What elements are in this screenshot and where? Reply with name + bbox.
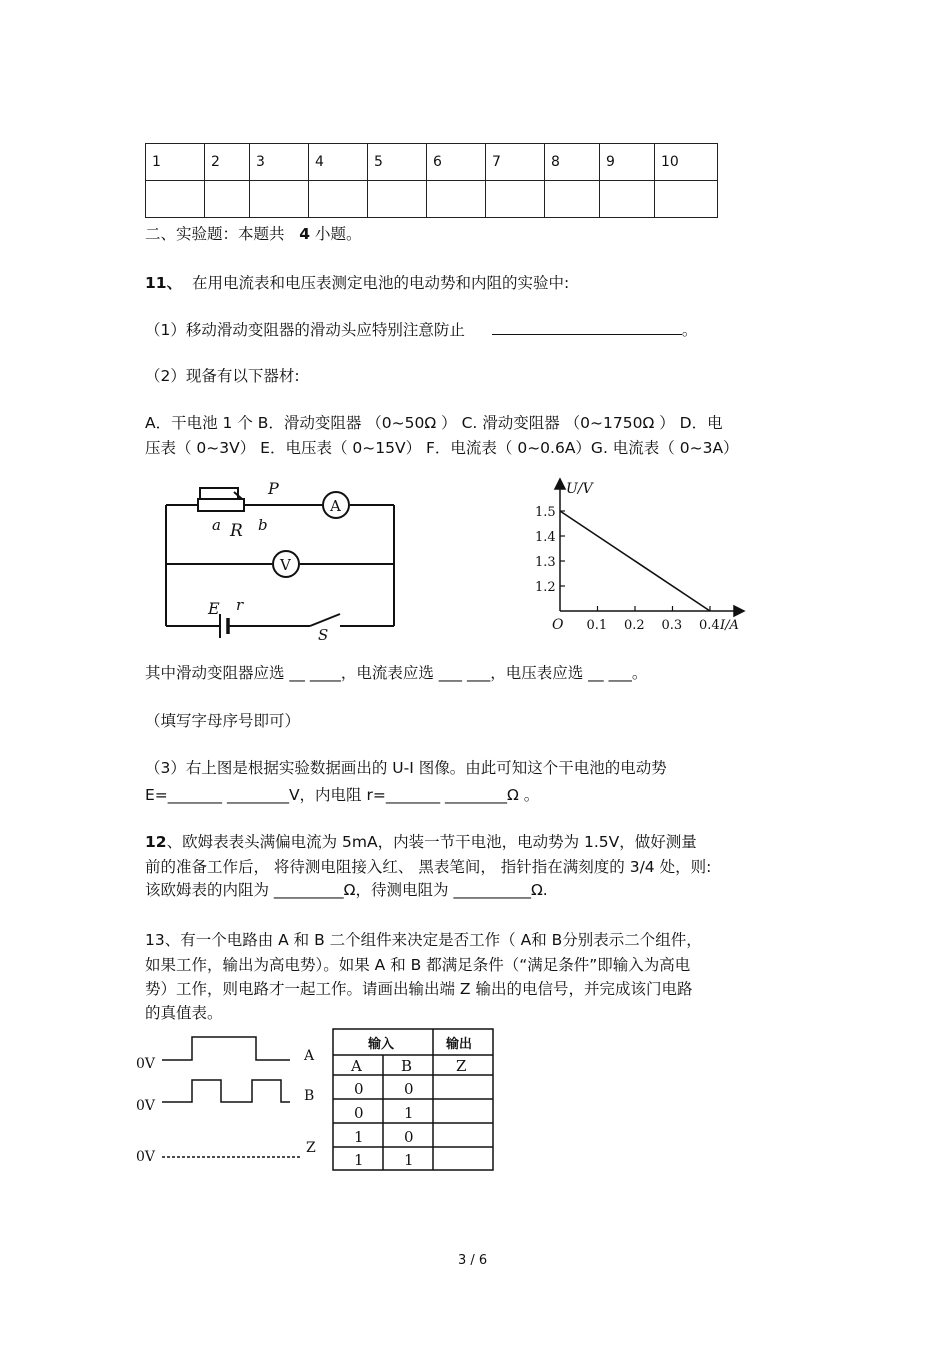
q11-part3-line1: （3）右上图是根据实验数据画出的 U-I 图像。由此可知这个干电池的电动势 bbox=[145, 759, 667, 777]
label-b: b bbox=[258, 516, 268, 534]
x-tick-label: 0.1 bbox=[586, 618, 608, 633]
answer-cell[interactable] bbox=[309, 181, 368, 218]
q13-line1: 13、有一个电路由 A 和 B 二个组件来决定是否工作（ A和 B分别表示二个组件， bbox=[145, 931, 702, 949]
truth-table bbox=[330, 1027, 496, 1172]
x-tick-label: 0.4 bbox=[699, 618, 720, 633]
answer-cell[interactable] bbox=[486, 181, 545, 218]
waveform-diagram bbox=[130, 1030, 330, 1175]
q12-line3: 该欧姆表的内阻为 _________Ω，待测电阻为 __________Ω. bbox=[145, 881, 548, 899]
answer-col-3: 3 bbox=[250, 144, 309, 181]
answer-col-8: 8 bbox=[545, 144, 600, 181]
answer-cell[interactable] bbox=[427, 181, 486, 218]
answer-table bbox=[145, 143, 718, 218]
label-a: a bbox=[212, 516, 221, 534]
q13-line4: 的真值表。 bbox=[145, 1004, 223, 1022]
truth-col-Z: Z bbox=[456, 1057, 467, 1075]
answer-col-2: 2 bbox=[205, 144, 250, 181]
label-E: E bbox=[208, 599, 220, 618]
answer-col-1: 1 bbox=[146, 144, 205, 181]
label-A: A bbox=[330, 497, 341, 515]
y-tick-label: 1.3 bbox=[535, 555, 556, 570]
q11-part2: （2）现备有以下器材: bbox=[145, 367, 300, 385]
x-axis-arrow bbox=[734, 606, 744, 616]
section-heading: 二、实验题：本题共 4 小题。 bbox=[145, 225, 362, 243]
x-tick-label: 0.3 bbox=[661, 618, 683, 633]
truth-col-A: A bbox=[351, 1057, 362, 1075]
waveform-A-label: A bbox=[304, 1048, 315, 1064]
answer-cell[interactable] bbox=[600, 181, 655, 218]
truth-cell: 0 bbox=[354, 1104, 364, 1122]
truth-cell: 1 bbox=[404, 1104, 414, 1122]
truth-output-header: 输出 bbox=[446, 1037, 473, 1052]
truth-cell: 0 bbox=[354, 1080, 364, 1098]
circuit-diagram bbox=[150, 478, 410, 648]
truth-cell: 1 bbox=[354, 1128, 364, 1146]
x-axis-label: I/A bbox=[720, 618, 739, 633]
q11-part1: （1）移动滑动变阻器的滑动头应特别注意防止 。 bbox=[145, 321, 698, 339]
truth-cell: 0 bbox=[404, 1128, 414, 1146]
answer-col-6: 6 bbox=[427, 144, 486, 181]
label-P: P bbox=[268, 479, 279, 498]
truth-cell: 1 bbox=[404, 1151, 414, 1169]
rheostat-resistor bbox=[198, 499, 244, 511]
label-R: R bbox=[230, 521, 243, 541]
q11-part1-blank[interactable] bbox=[492, 320, 682, 335]
waveform-A bbox=[162, 1037, 290, 1060]
ui-chart bbox=[530, 475, 760, 645]
q11-title: 11、 在用电流表和电压表测定电池的电动势和内阻的实验中: bbox=[145, 274, 570, 292]
answer-cell[interactable] bbox=[250, 181, 309, 218]
truth-col-B: B bbox=[401, 1057, 413, 1075]
q11-hint: （填写字母序号即可） bbox=[145, 712, 301, 730]
origin-label: O bbox=[552, 617, 564, 633]
truth-input-header: 输入 bbox=[368, 1037, 395, 1052]
waveform-Z-zero: 0V bbox=[136, 1149, 156, 1165]
answer-col-5: 5 bbox=[368, 144, 427, 181]
waveform-A-zero: 0V bbox=[136, 1056, 156, 1072]
q11-part3-line2: E=_______ ________V，内电阻 r=_______ ________Ω 。 bbox=[145, 786, 540, 804]
waveform-Z-label: Z bbox=[306, 1140, 316, 1156]
q11-choose: 其中滑动变阻器应选 __ ____，电流表应选 ___ ___，电压表应选 __ ___。 bbox=[145, 664, 648, 682]
answer-cell[interactable] bbox=[545, 181, 600, 218]
y-axis-arrow bbox=[555, 479, 565, 489]
waveform-B bbox=[162, 1080, 290, 1102]
y-axis-label: U/V bbox=[566, 481, 593, 497]
x-tick-label: 0.2 bbox=[624, 618, 645, 633]
y-tick-label: 1.5 bbox=[535, 505, 556, 520]
page-number: 3 / 6 bbox=[458, 1253, 488, 1268]
ui-series-line bbox=[560, 511, 710, 611]
answer-col-7: 7 bbox=[486, 144, 545, 181]
waveform-B-label: B bbox=[304, 1088, 315, 1104]
answer-cell[interactable] bbox=[146, 181, 205, 218]
q12-line1: 12、欧姆表表头满偏电流为 5mA，内装一节干电池，电动势为 1.5V，做好测量 bbox=[145, 833, 697, 851]
answer-col-4: 4 bbox=[309, 144, 368, 181]
label-V: V bbox=[280, 556, 291, 574]
label-r: r bbox=[236, 596, 244, 614]
y-tick-label: 1.2 bbox=[535, 580, 556, 595]
label-S: S bbox=[318, 626, 329, 644]
answer-cell[interactable] bbox=[205, 181, 250, 218]
truth-cell: 0 bbox=[404, 1080, 414, 1098]
q12-line2: 前的准备工作后， 将待测电阻接入红、 黑表笔间， 指针指在满刻度的 3/4 处，则: bbox=[145, 858, 712, 876]
y-tick-label: 1.4 bbox=[535, 530, 556, 545]
truth-cell: 1 bbox=[354, 1151, 364, 1169]
answer-cell[interactable] bbox=[655, 181, 718, 218]
waveform-B-zero: 0V bbox=[136, 1098, 156, 1114]
answer-col-10: 10 bbox=[655, 144, 718, 181]
equipment-line-2: 压表（ 0~3V） E．电压表（ 0~15V） F．电流表（ 0~0.6A）G. 电流表（ 0~3A） bbox=[145, 439, 739, 457]
q13-line2: 如果工作，输出为高电势）。如果 A 和 B 都满足条件（“满足条件”即输入为高电 bbox=[145, 956, 691, 974]
equipment-line-1: A．干电池 1 个 B．滑动变阻器 （0~50Ω ） C. 滑动变阻器 （0~1750Ω ） D．电 bbox=[145, 414, 723, 432]
q13-line3: 势）工作，则电路才一起工作。请画出输出端 Z 输出的电信号，并完成该门电路 bbox=[145, 980, 693, 998]
answer-cell[interactable] bbox=[368, 181, 427, 218]
answer-col-9: 9 bbox=[600, 144, 655, 181]
